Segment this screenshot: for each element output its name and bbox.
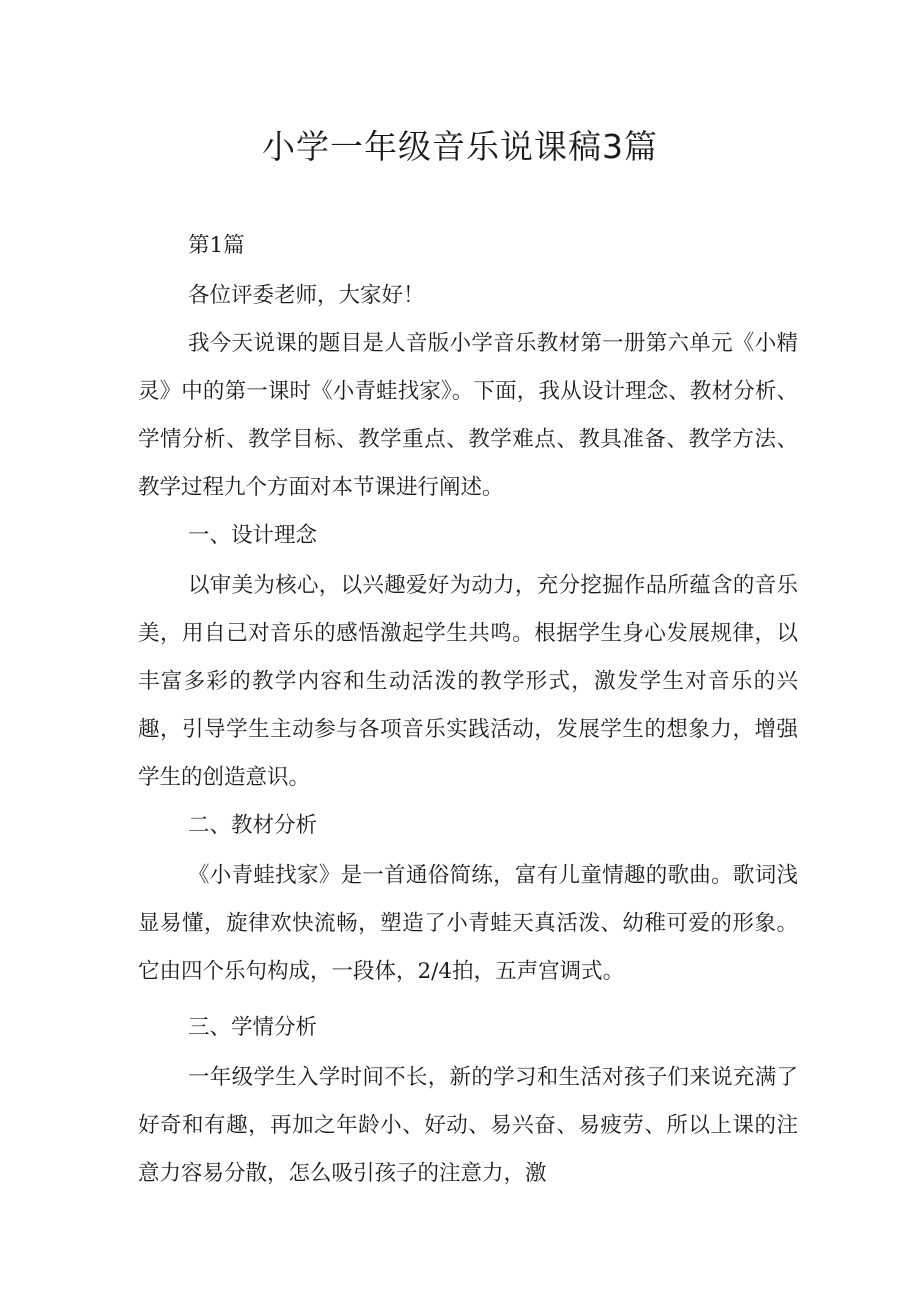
heading-design-concept: 一、设计理念: [188, 523, 318, 548]
student-analysis-paragraph: 一年级学生入学时间不长，新的学习和生活对孩子们来说充满了好奇和有趣，再加之年龄小、好动、易兴奋、易疲劳、所以上课的注意力容易分散，怎么吸引孩子的注意力，激: [138, 1065, 798, 1186]
textbook-analysis-paragraph: 《小青蛙找家》是一首通俗简练，富有儿童情趣的歌曲。歌词浅显易懂，旋律欢快流畅，塑造了小青蛙天真活泼、幼稚可爱的形象。它由四个乐句构成，一段体，2/4拍，五声宫调式。: [138, 863, 798, 984]
document-title: 小学一年级音乐说课稿3篇: [262, 127, 658, 166]
design-concept-paragraph: 以审美为核心，以兴趣爱好为动力，充分挖掘作品所蕴含的音乐美，用自己对音乐的感悟激起学生共鸣。根据学生身心发展规律，以丰富多彩的教学内容和生动活泼的教学形式，激发学生对音乐的兴趣，引导学生主动参与各项音乐实践活动，发展学生的想象力，增强学生的创造意识。: [138, 573, 798, 790]
section-label: 第1篇: [188, 233, 245, 258]
heading-textbook-analysis: 二、教材分析: [188, 813, 318, 838]
greeting-paragraph: 各位评委老师，大家好！: [188, 283, 425, 308]
intro-paragraph: 我今天说课的题目是人音版小学音乐教材第一册第六单元《小精灵》中的第一课时《小青蛙找家》。下面，我从设计理念、教材分析、学情分析、教学目标、教学重点、教学难点、教具准备、教学方法、教学过程九个方面对本节课进行阐述。: [138, 331, 798, 500]
heading-student-analysis: 三、学情分析: [188, 1015, 318, 1040]
document-body: [138, 222, 798, 1198]
